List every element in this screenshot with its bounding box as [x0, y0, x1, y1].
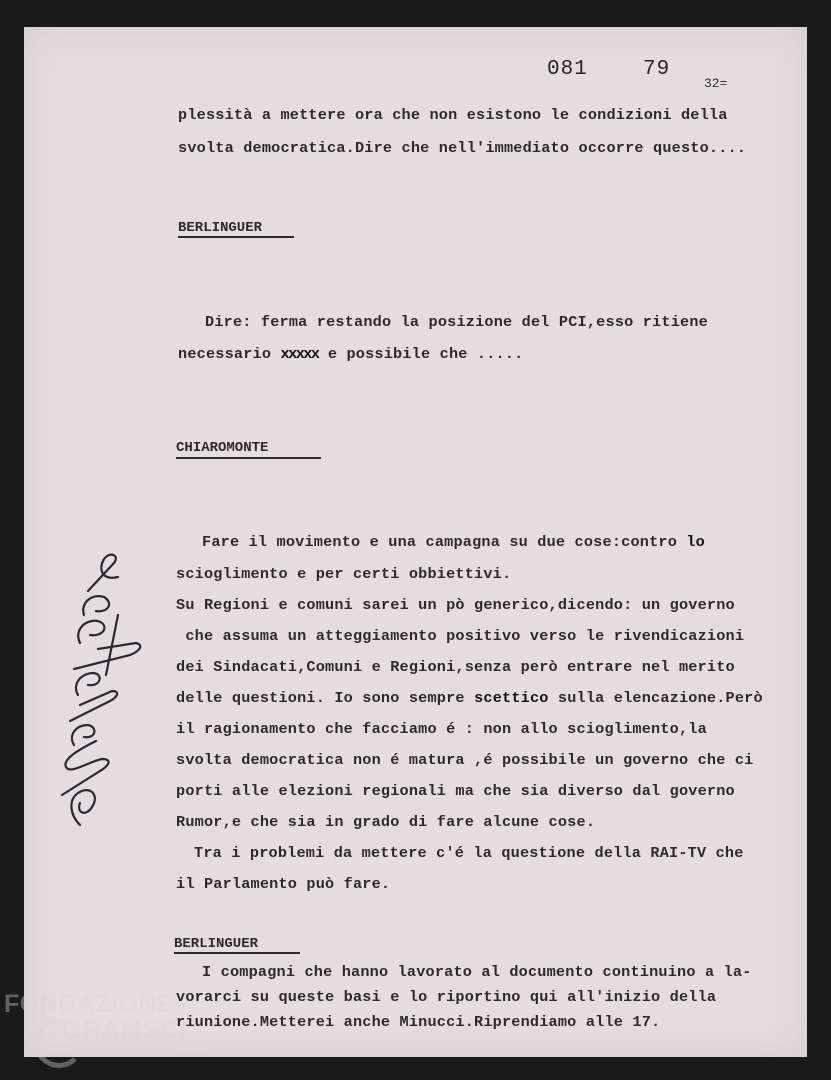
fondazione-gramsci-watermark — [4, 988, 214, 1073]
text-line: Su Regioni e comuni sarei un pò generico,dicendo: un governo — [176, 596, 735, 614]
archive-reference-right: 79 — [643, 58, 671, 81]
struck-out-word: xxxxx — [280, 345, 319, 363]
watermark-suffix: onlus — [180, 1048, 204, 1059]
text-line: svolta democratica.Dire che nell'immediato occorre questo.... — [178, 139, 747, 157]
watermark-line-2: GRAMSCI — [62, 1016, 188, 1044]
text-line: Rumor,e che sia in grado di fare alcune cose. — [176, 813, 596, 831]
text-segment: delle questioni. Io sono sempre — [176, 689, 475, 707]
page-number: 32= — [704, 76, 728, 91]
text-segment: Fare il movimento e una campagna su due cose:contro — [202, 533, 687, 551]
text-line: porti alle elezioni regionali ma che sia diverso dal governo — [176, 782, 735, 800]
speaker-heading-berlinguer: BERLINGUER — [178, 220, 263, 236]
speaker-underline — [178, 236, 294, 238]
text-line: svolta democratica non é matura ,é possibile un governo che ci — [176, 751, 754, 769]
speaker-underline — [176, 457, 321, 459]
text-line: plessità a mettere ora che non esistono le condizioni della — [178, 106, 728, 124]
archive-reference-left: 081 — [547, 58, 588, 81]
text-line: dei Sindacati,Comuni e Regioni,senza però entrare nel merito — [176, 658, 735, 676]
speaker-heading-chiaromonte: CHIAROMONTE — [176, 440, 269, 456]
text-segment: e possibile che ..... — [318, 345, 524, 363]
text-line: il ragionamento che facciamo é : non allo scioglimento,la — [176, 720, 707, 738]
text-line — [176, 691, 763, 706]
handwritten-signature — [40, 545, 160, 835]
text-line: il Parlamento può fare. — [176, 875, 391, 893]
text-line — [178, 347, 523, 362]
text-line: I compagni che hanno lavorato al documento continuino a la- — [202, 963, 752, 981]
watermark-line-1: FONDAZIONE — [4, 990, 175, 1018]
speaker-heading-berlinguer: BERLINGUER — [174, 936, 259, 952]
text-line — [202, 535, 705, 550]
text-line: scioglimento e per certi obbiettivi. — [176, 565, 512, 583]
struck-out-word: lo — [686, 533, 705, 551]
speaker-underline — [174, 952, 300, 954]
text-segment: sulla elencazione.Però — [548, 689, 763, 707]
text-line: Tra i problemi da mettere c'é la questione della RAI-TV che — [194, 844, 744, 862]
text-line: che assuma un atteggiamento positivo verso le rivendicazioni — [176, 627, 745, 645]
corrected-word: scettico — [474, 689, 549, 707]
text-segment: necessario — [178, 345, 281, 363]
text-line: Dire: ferma restando la posizione del PCI,esso ritiene — [205, 313, 708, 331]
text-line: riunione.Metterei anche Minucci.Riprendiamo alle 17. — [176, 1013, 661, 1031]
text-line: vorarci su queste basi e lo riportino qui all'inizio della — [176, 988, 717, 1006]
